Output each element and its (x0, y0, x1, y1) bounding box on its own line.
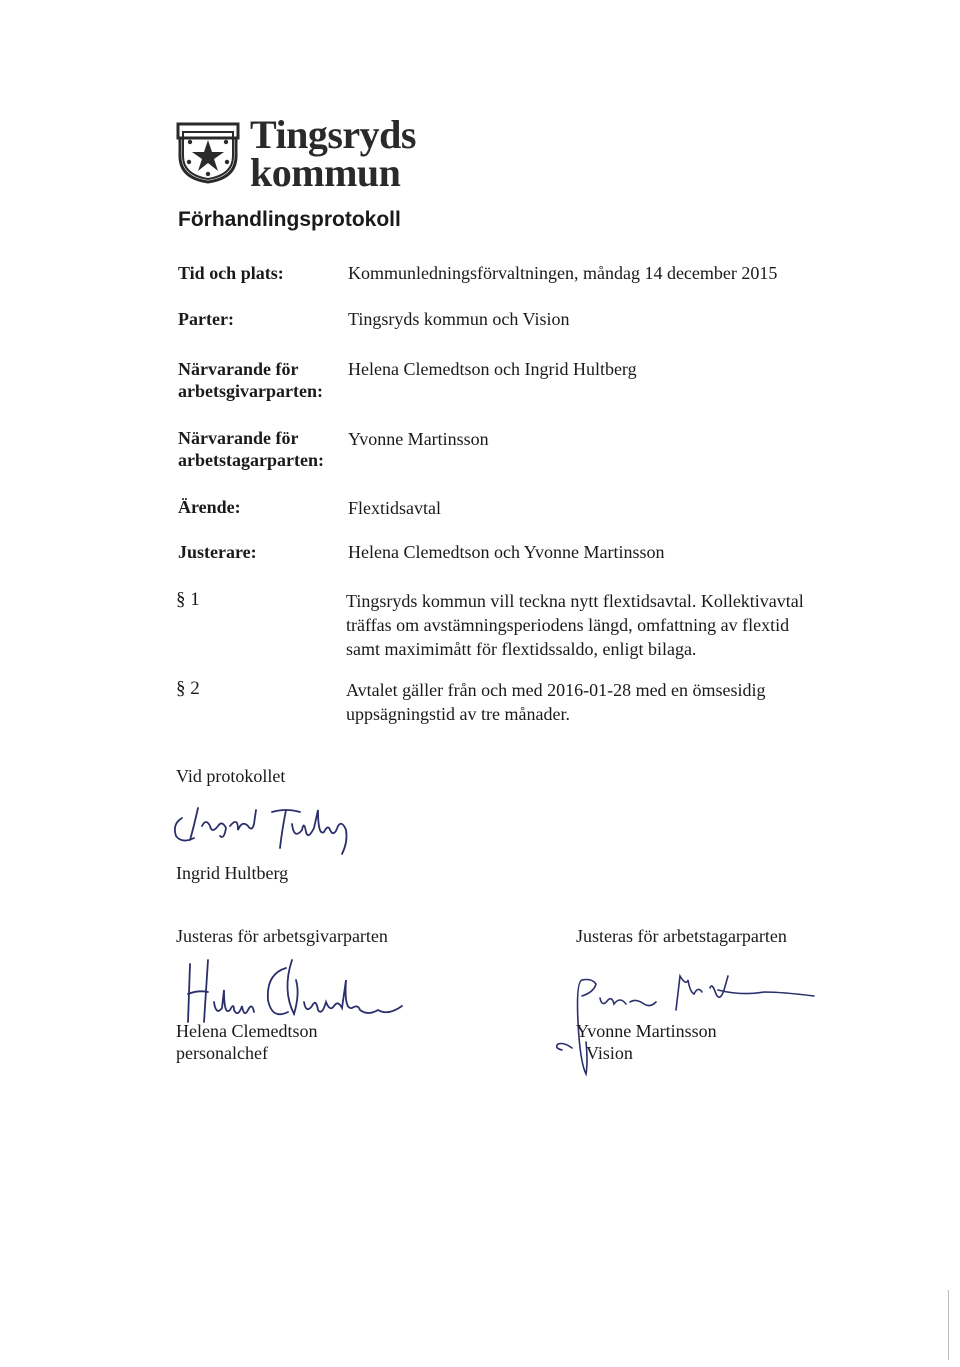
section-1-line: träffas om avstämningsperiodens längd, omfattning av flextid (346, 615, 790, 635)
employee-org: Vision (586, 1043, 633, 1063)
logo-line1: Tingsryds (250, 112, 416, 157)
scan-edge-line (948, 1290, 949, 1360)
narvarande-at-label-2: arbetstagarparten: (178, 450, 324, 470)
narvarande-ag-value: Helena Clemedtson och Ingrid Hultberg (348, 359, 637, 379)
arende-value: Flextidsavtal (348, 498, 441, 518)
signature-ingrid-hultberg (168, 796, 388, 864)
logo-wordmark (250, 112, 416, 195)
narvarande-ag-label-1: Närvarande för (178, 359, 299, 379)
section-1-line: Tingsryds kommun vill teckna nytt flextidsavtal. Kollektivavtal (346, 591, 804, 611)
section-number-2: § 2 (176, 678, 200, 699)
section-2-line: Avtalet gäller från och med 2016-01-28 med en ömsesidig (346, 680, 766, 700)
narvarande-at-label-1: Närvarande för (178, 428, 299, 448)
parter-value: Tingsryds kommun och Vision (348, 309, 570, 329)
justerare-value: Helena Clemedtson och Yvonne Martinsson (348, 542, 665, 562)
employer-name: Helena Clemedtson (176, 1021, 318, 1041)
employer-justeras-heading: Justeras för arbetsgivarparten (176, 926, 388, 946)
protocol-name: Ingrid Hultberg (176, 863, 289, 883)
tid-value: Kommunledningsförvaltningen, måndag 14 december 2015 (348, 263, 778, 283)
narvarande-ag-label-2: arbetsgivarparten: (178, 381, 323, 401)
justerare-label: Justerare: (178, 542, 257, 562)
employee-name: Yvonne Martinsson (576, 1021, 717, 1041)
section-body-1 (346, 589, 846, 661)
shield-star-icon (176, 122, 240, 184)
tid-label: Tid och plats: (178, 263, 284, 283)
signature-helena-clemedtson (168, 950, 428, 1030)
section-1-line: samt maximimått för flextidssaldo, enligt bilaga. (346, 639, 697, 659)
narvarande-at-value: Yvonne Martinsson (348, 429, 489, 449)
employer-title: personalchef (176, 1043, 268, 1063)
protocol-heading: Vid protokollet (176, 766, 286, 786)
section-number-1: § 1 (176, 589, 200, 610)
document-title: Förhandlingsprotokoll (178, 208, 401, 231)
logo-line2: kommun (250, 150, 401, 195)
section-body-2 (346, 678, 846, 726)
employee-justeras-heading: Justeras för arbetstagarparten (576, 926, 787, 946)
arende-label: Ärende: (178, 497, 241, 517)
municipality-logo (174, 112, 416, 195)
parter-label: Parter: (178, 309, 234, 329)
section-2-line: uppsägningstid av tre månader. (346, 704, 570, 724)
